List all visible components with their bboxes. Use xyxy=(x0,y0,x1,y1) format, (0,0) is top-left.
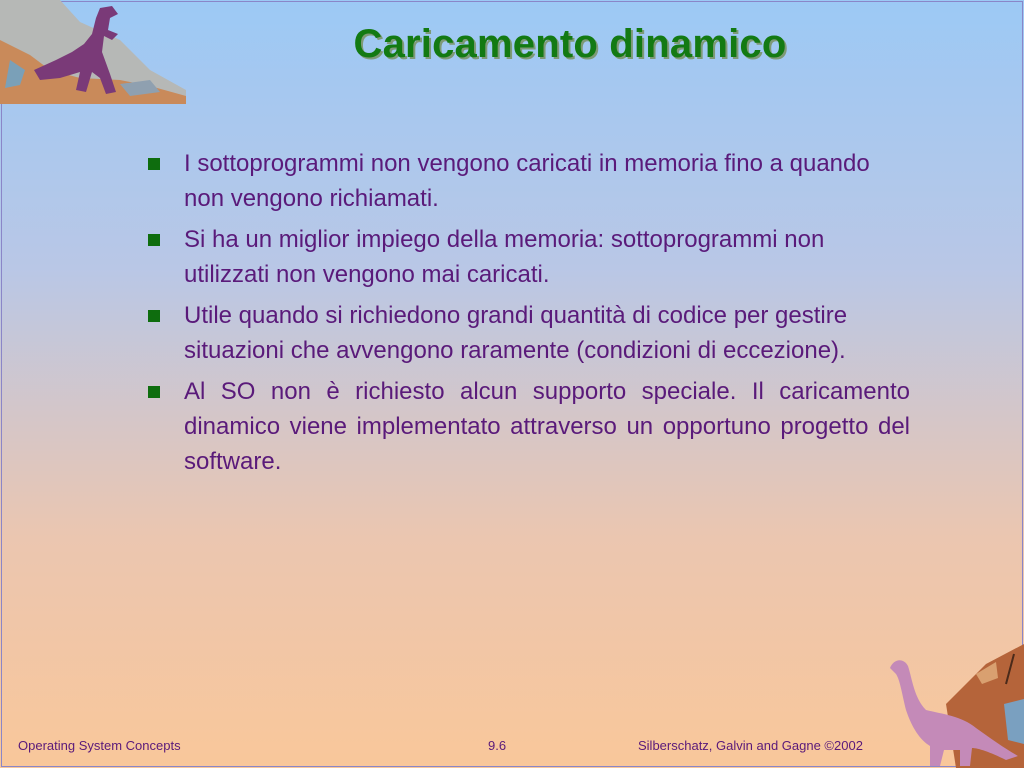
bullet-square-icon xyxy=(148,310,160,322)
bullet-square-icon xyxy=(148,234,160,246)
bullet-square-icon xyxy=(148,386,160,398)
bullet-list xyxy=(148,146,910,485)
footer-copyright: Silberschatz, Galvin and Gagne ©2002 xyxy=(638,738,863,753)
bullet-text: I sottoprogrammi non vengono caricati in memoria fino a quando non vengono richiamati. xyxy=(184,150,870,212)
footer-course: Operating System Concepts xyxy=(18,738,181,753)
dinosaur-trex-icon xyxy=(0,0,186,104)
list-item xyxy=(148,374,910,479)
bullet-square-icon xyxy=(148,158,160,170)
footer-page-number: 9.6 xyxy=(488,738,507,753)
list-item xyxy=(148,298,910,368)
dinosaur-brontosaurus-icon xyxy=(886,644,1024,768)
bullet-text: Al SO non è richiesto alcun supporto speciale. Il caricamento dinamico viene implementato attraverso un opportuno progetto del software. xyxy=(184,378,910,475)
bullet-text: Utile quando si richiedono grandi quantità di codice per gestire situazioni che avvengono raramente (condizioni di eccezione). xyxy=(184,302,848,364)
slide-title: Caricamento dinamico xyxy=(353,22,787,66)
bullet-text: Si ha un miglior impiego della memoria: sottoprogrammi non utilizzati non vengono mai caricati. xyxy=(184,226,825,288)
list-item xyxy=(148,222,910,292)
list-item xyxy=(148,146,910,216)
